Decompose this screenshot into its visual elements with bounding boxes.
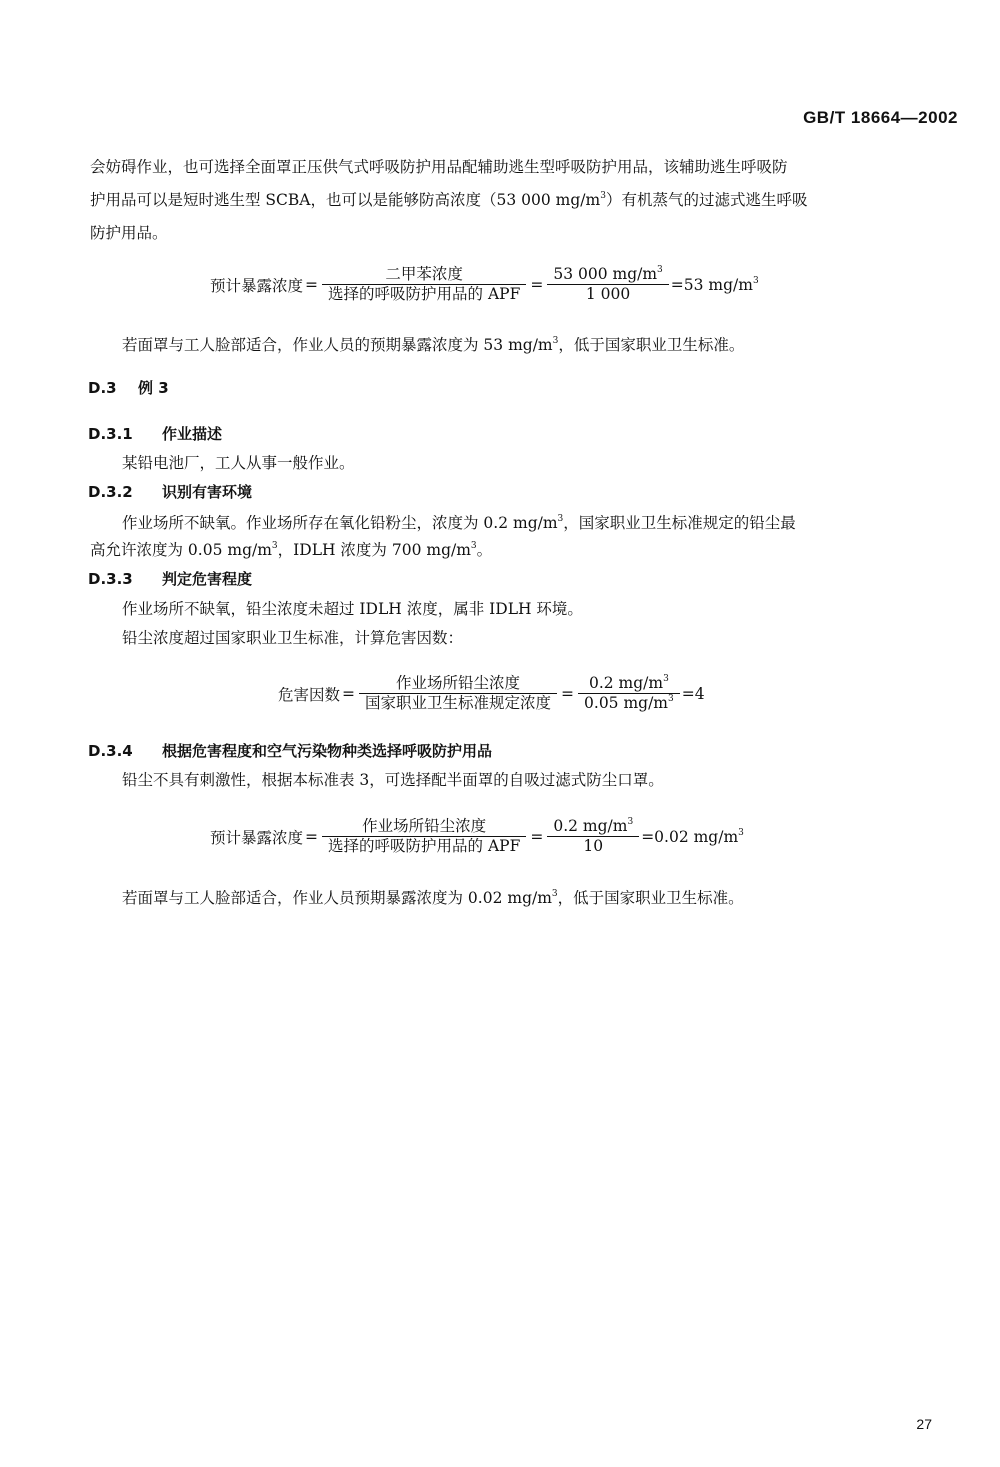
formula-fraction: $\frac{\text{作业场所铅尘浓度}}{\text{国家职业卫生标准规定浓度}}$ <box>359 674 557 713</box>
section-heading-d33: D.3.3 判定危害程度 <box>88 570 253 588</box>
formula-fraction: $\frac{\text{二甲苯浓度}}{\text{选择的呼吸防护用品的 APF}}$ <box>322 265 526 304</box>
page-number: 27 <box>916 1416 932 1432</box>
formula-hazard-factor: 危害因数 = $\frac{\text{作业场所铅尘浓度}}{\text{国家职业卫生标准规定浓度}}$ = $\frac{0.2 mg/m^3}{0.05 mg/m^3}$ =4 <box>278 674 705 712</box>
formula-expected-exposure-2: 预计暴露浓度 = $\frac{\text{作业场所铅尘浓度}}{\text{选择的呼吸防护用品的 APF}}$ = $\frac{0.2 mg/m^3}{10}$ =0.02 $mg/m^3$ <box>210 817 744 855</box>
formula-result: =4 <box>681 684 705 703</box>
section-heading-d32: D.3.2 识别有害环境 <box>88 483 253 501</box>
section-heading-d3: D.3 例 3 <box>88 379 169 397</box>
section-body: 作业场所不缺氧。作业场所存在氧化铅粉尘，浓度为 0.2 $mg/m^3$，国家职业卫生标准规定的铅尘最 <box>122 514 796 532</box>
formula-lhs: 危害因数 <box>278 685 341 704</box>
paragraph-line: 会妨碍作业，也可选择全面罩正压供气式呼吸防护用品配辅助逃生型呼吸防护用品，该辅助逃生呼吸防 <box>90 158 788 176</box>
section-body: 铅尘浓度超过国家职业卫生标准，计算危害因数： <box>122 629 464 647</box>
standard-header: GB/T 18664—2002 <box>803 108 958 127</box>
section-heading-d31: D.3.1 作业描述 <box>88 425 223 443</box>
formula-expected-exposure-1: 预计暴露浓度 = $\frac{\text{二甲苯浓度}}{\text{选择的呼吸防护用品的 APF}}$ = $\frac{53 000 mg/m^3}{1 000}$ =53 $mg/m^3$ <box>210 265 759 303</box>
formula-fraction: $\frac{0.2 mg/m^3}{10}$ <box>547 817 639 856</box>
section-body: 某铅电池厂，工人从事一般作业。 <box>122 454 355 472</box>
formula-lhs: 预计暴露浓度 <box>210 828 304 847</box>
formula-lhs: 预计暴露浓度 <box>210 276 304 295</box>
paragraph-line: 防护用品。 <box>90 224 168 242</box>
formula-fraction: $\frac{\text{作业场所铅尘浓度}}{\text{选择的呼吸防护用品的 APF}}$ <box>322 817 526 856</box>
section-body: 铅尘不具有刺激性，根据本标准表 3，可选择配半面罩的自吸过滤式防尘口罩。 <box>122 771 664 789</box>
section-heading-d34: D.3.4 根据危害程度和空气污染物种类选择呼吸防护用品 <box>88 742 493 760</box>
formula-result: =0.02 $mg/m^3$ <box>641 827 744 846</box>
conclusion-text: 若面罩与工人脸部适合，作业人员预期暴露浓度为 0.02 $mg/m^3$，低于国家职业卫生标准。 <box>122 889 744 907</box>
formula-result: =53 $mg/m^3$ <box>670 275 759 294</box>
section-body: 高允许浓度为 0.05 $mg/m^3$，IDLH 浓度为 700 $mg/m^3$。 <box>90 541 493 559</box>
formula-fraction: $\frac{0.2 mg/m^3}{0.05 mg/m^3}$ <box>578 674 680 713</box>
paragraph-line: 护用品可以是短时逃生型 SCBA，也可以是能够防高浓度（53 000 $mg/m^3$）有机蒸气的过滤式逃生呼吸 <box>90 191 808 209</box>
section-body: 作业场所不缺氧，铅尘浓度未超过 IDLH 浓度，属非 IDLH 环境。 <box>122 600 583 618</box>
conclusion-text: 若面罩与工人脸部适合，作业人员的预期暴露浓度为 53 $mg/m^3$，低于国家职业卫生标准。 <box>122 336 745 354</box>
formula-fraction: $\frac{53 000 mg/m^3}{1 000}$ <box>547 265 668 304</box>
